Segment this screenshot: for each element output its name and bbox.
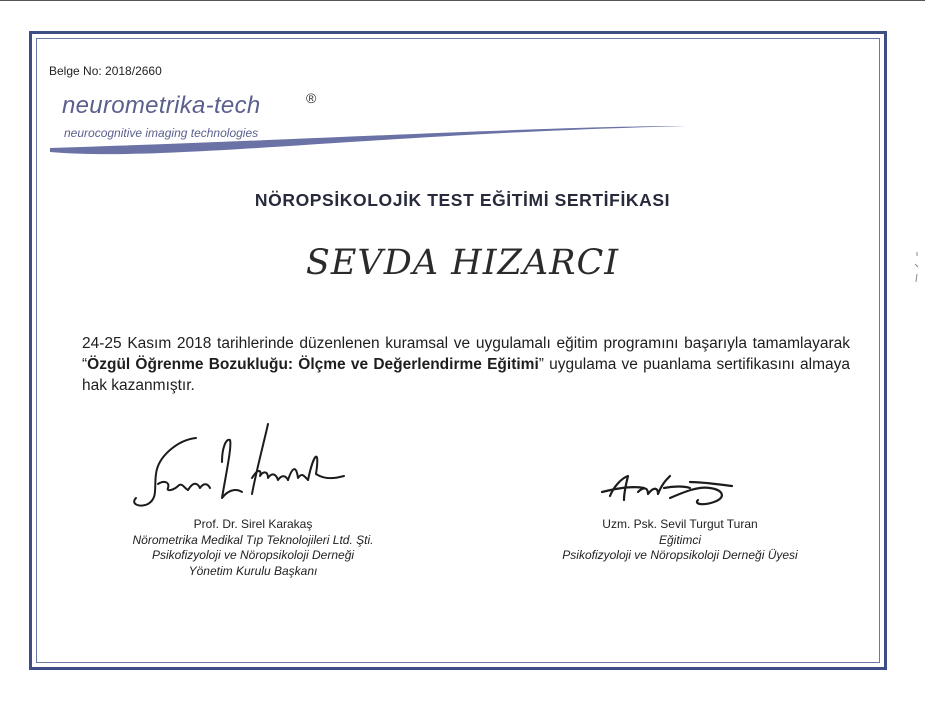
registered-mark: ® (306, 90, 317, 106)
program-name: Özgül Öğrenme Bozukluğu: Ölçme ve Değerlendirme Eğitimi (87, 356, 539, 373)
signatory-left-association: Psikofizyoloji ve Nöropsikoloji Derneği (151, 548, 355, 562)
logo-brand-text: neurometrika-tech (62, 92, 261, 119)
scan-margin-marks (912, 250, 922, 290)
signatory-left-company: Nörometrika Medikal Tıp Teknolojileri Ltd. Şti. (132, 532, 374, 547)
body-text-outro: ” uygulama ve puanlama sertifikasını almaya hak kazanmıştır. (82, 356, 851, 394)
certificate-title: NÖROPSİKOLOJİK TEST EĞİTİMİ SERTİFİKASI (254, 190, 671, 210)
signatory-right-association: Psikofizyoloji ve Nöropsikoloji Derneği Üyesi (562, 548, 798, 562)
document-number: Belge No: 2018/2660 (49, 64, 162, 78)
signatory-left-name: Prof. Dr. Sirel Karakaş (193, 517, 313, 531)
scan-edge-line (0, 0, 925, 1)
signatory-right (530, 517, 830, 564)
signatory-left (78, 517, 428, 579)
certificate-body (82, 333, 850, 396)
signatory-right-name: Uzm. Psk. Sevil Turgut Turan (602, 517, 758, 531)
recipient-name: SEVDA HIZARCI (305, 243, 620, 283)
signatory-right-role: Eğitimci (658, 532, 701, 547)
signature-left (118, 418, 368, 513)
signature-right (598, 462, 768, 512)
body-text-intro: 24-25 Kasım 2018 tarihlerinde düzenlenen kuramsal ve uygulamalı eğitim programını başarıyla tamamlayarak “ (82, 335, 850, 373)
signatory-left-role: Yönetim Kurulu Başkanı (188, 563, 318, 578)
logo-tagline: neurocognitive imaging technologies (64, 126, 259, 140)
company-logo (62, 92, 682, 162)
